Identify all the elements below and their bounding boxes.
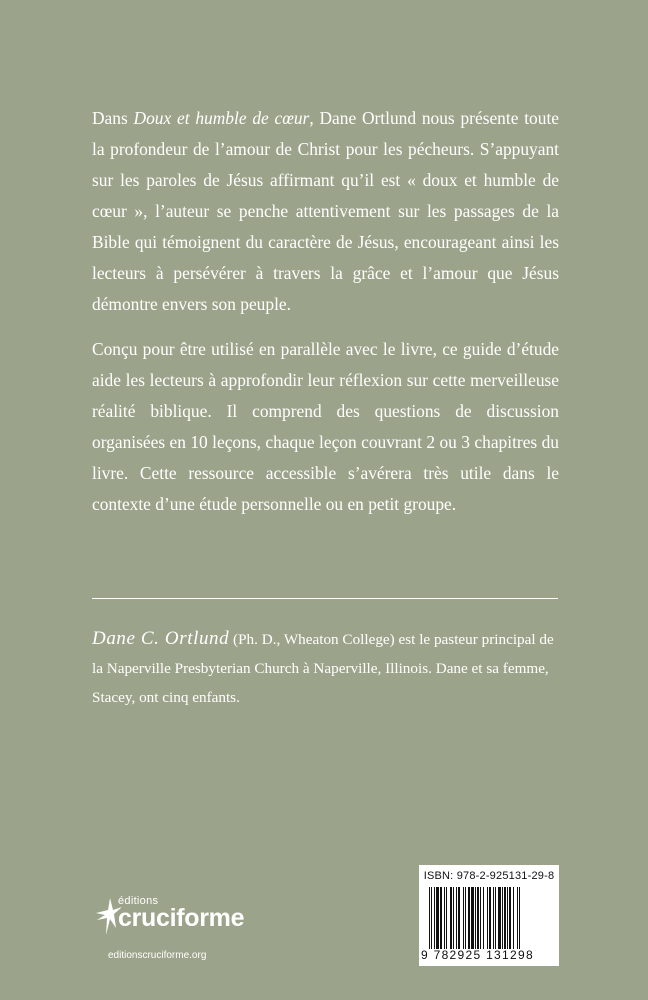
barcode-bar xyxy=(498,887,501,949)
barcode-bar xyxy=(431,887,432,949)
barcode-bar xyxy=(517,887,518,949)
barcode-bar xyxy=(450,887,452,949)
barcode-bar xyxy=(465,887,466,949)
publisher-website: editionscruciforme.org xyxy=(108,950,207,961)
barcode-bar xyxy=(446,887,447,949)
barcode-digits: 9 782925 131298 xyxy=(421,948,534,962)
barcode-bar xyxy=(495,887,496,949)
barcode-bar xyxy=(468,887,470,949)
barcode-bar xyxy=(475,887,476,949)
author-bio xyxy=(92,624,559,712)
barcode-bar xyxy=(502,887,503,949)
isbn-label: ISBN: 978-2-925131-29-8 xyxy=(423,870,555,882)
barcode-bar xyxy=(483,887,484,949)
barcode-bar xyxy=(480,887,481,949)
barcode-bar xyxy=(471,887,474,949)
barcode-bar xyxy=(436,887,439,949)
barcode-bar xyxy=(477,887,479,949)
back-cover-blurb xyxy=(92,103,559,520)
barcode-bar xyxy=(456,887,457,949)
author-name: Dane C. Ortlund xyxy=(92,628,230,649)
barcode-bar xyxy=(493,887,494,949)
logo-word-editions: éditions xyxy=(118,895,159,907)
author-bio-text: (Ph. D., Wheaton College) est le pasteur principal de la Naperville Presbyterian Church à Naperville, Illinois. Dane et sa femme, Stacey, ont cinq enfants. xyxy=(92,631,554,706)
barcode-bar xyxy=(519,887,520,949)
barcode-bar xyxy=(458,887,460,949)
barcode-bar xyxy=(509,887,511,949)
barcode-bar xyxy=(513,887,514,949)
blurb-text-1: , Dane Ortlund nous présente toute la profondeur de l’amour de Christ pour les pécheurs. S’appuyant sur les paroles de Jésus affirmant qu’il est « doux et humble de cœur », l’auteur se penche attentivement sur les passages de la Bible qui témoignent du caractère de Jésus, encourageant ainsi les lecteurs à persévérer à travers la grâce et l’amour que Jésus démontre envers son peuple. xyxy=(92,108,559,314)
barcode-bar xyxy=(453,887,454,949)
barcode-bars xyxy=(429,887,551,949)
barcode-bar xyxy=(434,887,435,949)
blurb-paragraph-1 xyxy=(92,103,559,320)
logo-word-cruciforme: cruciforme xyxy=(118,904,245,932)
book-title: Doux et humble de cœur xyxy=(133,108,310,128)
blurb-intro: Dans xyxy=(92,108,134,128)
barcode-bar xyxy=(463,887,464,949)
barcode-bar xyxy=(487,887,488,949)
barcode-bar xyxy=(440,887,442,949)
isbn-barcode xyxy=(419,865,559,966)
barcode-bar xyxy=(507,887,508,949)
barcode-bar xyxy=(504,887,506,949)
barcode-bar xyxy=(429,887,430,949)
barcode-bar xyxy=(444,887,445,949)
barcode-bar xyxy=(489,887,491,949)
blurb-paragraph-2: Conçu pour être utilisé en parallèle avec le livre, ce guide d’étude aide les lecteurs à approfondir leur réflexion sur cette merveilleuse réalité biblique. Il comprend des questions de discussion organisées en 10 leçons, chaque leçon couvrant 2 ou 3 chapitres du livre. Cette ressource accessible s’avérera très utile dans le contexte d’une étude personnelle ou en petit groupe. xyxy=(92,339,559,514)
publisher-logo xyxy=(92,895,252,943)
divider-line xyxy=(92,598,558,599)
